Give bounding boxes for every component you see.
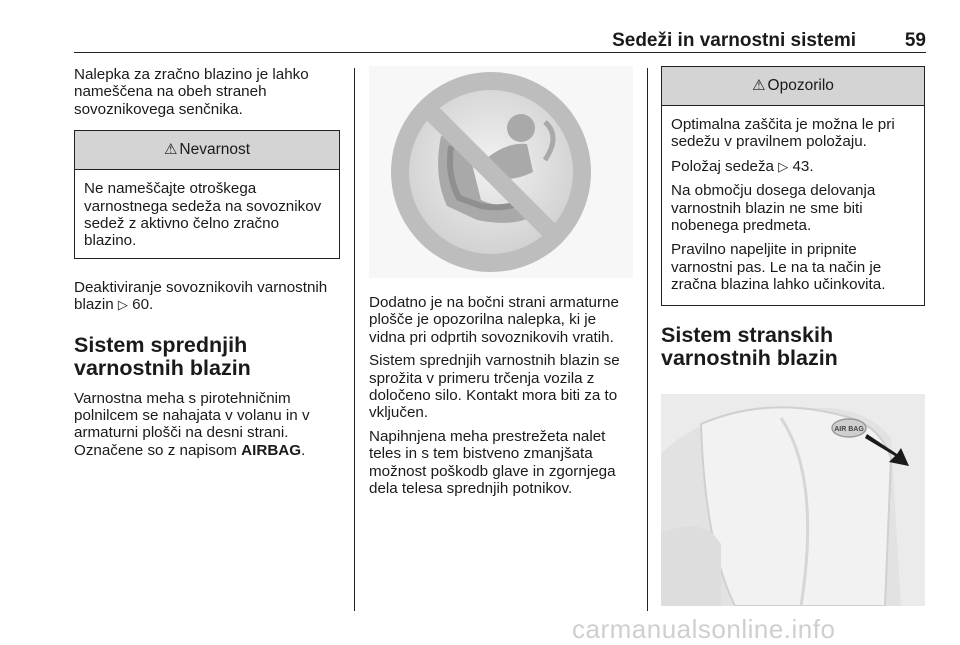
danger-title: Nevarnost — [179, 141, 251, 159]
danger-header — [75, 131, 339, 170]
triangle-right-icon: ▷ — [117, 297, 128, 313]
body-text: Varnostna meha s pirotehničnim polnilcem se nahajata v volanu in v armaturni plošči na desni strani. Označene so z napisom AIRBAG. — [74, 389, 310, 459]
watermark: carmanualsonline.info — [572, 614, 836, 644]
no-child-seat-sign-icon — [369, 66, 633, 278]
triangle-right-icon: ▷ — [778, 158, 789, 174]
deployment-text: Sistem sprednjih varnostnih blazin se sprožita v primeru trčenja vozila z določeno silo. Kontakt mora biti za to vključen. — [369, 352, 620, 422]
airbag-label: AIRBAG — [241, 441, 302, 459]
section-title: Sedeži in varnostni sistemi — [612, 30, 856, 51]
warning-box — [661, 66, 925, 306]
column-left — [74, 66, 340, 465]
section-heading: Sistem stranskih varnostnih blazin — [661, 322, 838, 370]
column-divider — [647, 68, 648, 611]
deactivation-text: Deaktiviranje sovoznikovih varnostnih blazin ▷ 60. — [74, 278, 328, 314]
warning-text: Optimalna zaščita je možna le pri sedežu v pravilnem položaju. — [671, 116, 895, 151]
seat-position-text: Položaj sedeža ▷ 43. — [671, 157, 814, 175]
warning-text: Na območju dosega delovanja varnostnih blazin ne sme biti nobenega predmeta. — [671, 182, 876, 235]
seat-airbag-illustration-icon — [661, 394, 925, 606]
warning-triangle-icon: ⚠ — [752, 77, 766, 94]
column-right — [661, 66, 925, 606]
warning-triangle-icon: ⚠ — [163, 141, 178, 159]
intro-text: Nalepka za zračno blazino je lahko nameščena na obeh straneh sovoznikovega senčnika. — [74, 66, 309, 118]
warning-header — [662, 67, 924, 106]
no-child-seat-figure — [369, 66, 633, 278]
airbag-badge-text: AIR BAG — [834, 425, 864, 433]
label-text: Dodatno je na bočni strani armaturne plošče je opozorilna nalepka, ki je vidna pri odprtih sovoznikovih vratih. — [369, 294, 619, 346]
protection-text: Napihnjena meha prestrežeta nalet teles in s tem bistveno zmanjšata možnost poškodb glave in zgornjega dela telesa sprednjih potnikov. — [369, 427, 616, 498]
side-airbag-figure — [661, 394, 925, 606]
page-header — [74, 28, 926, 53]
danger-box — [74, 130, 340, 259]
page-ref[interactable]: 60. — [132, 296, 154, 314]
section-heading: Sistem sprednjih varnostnih blazin — [74, 332, 251, 380]
warning-text: Pravilno napeljite in pripnite varnostni pas. Le na ta način je zračna blazina lahko učinkovita. — [671, 241, 886, 294]
warning-title: Opozorilo — [767, 77, 834, 94]
page-ref[interactable]: 43. — [792, 157, 814, 175]
danger-text: Ne nameščajte otroškega varnostnega sedeža na sovoznikov sedež z aktivno čelno zračno blazino. — [84, 180, 322, 250]
page-number: 59 — [904, 30, 926, 51]
column-divider — [354, 68, 355, 611]
column-middle — [369, 66, 635, 503]
